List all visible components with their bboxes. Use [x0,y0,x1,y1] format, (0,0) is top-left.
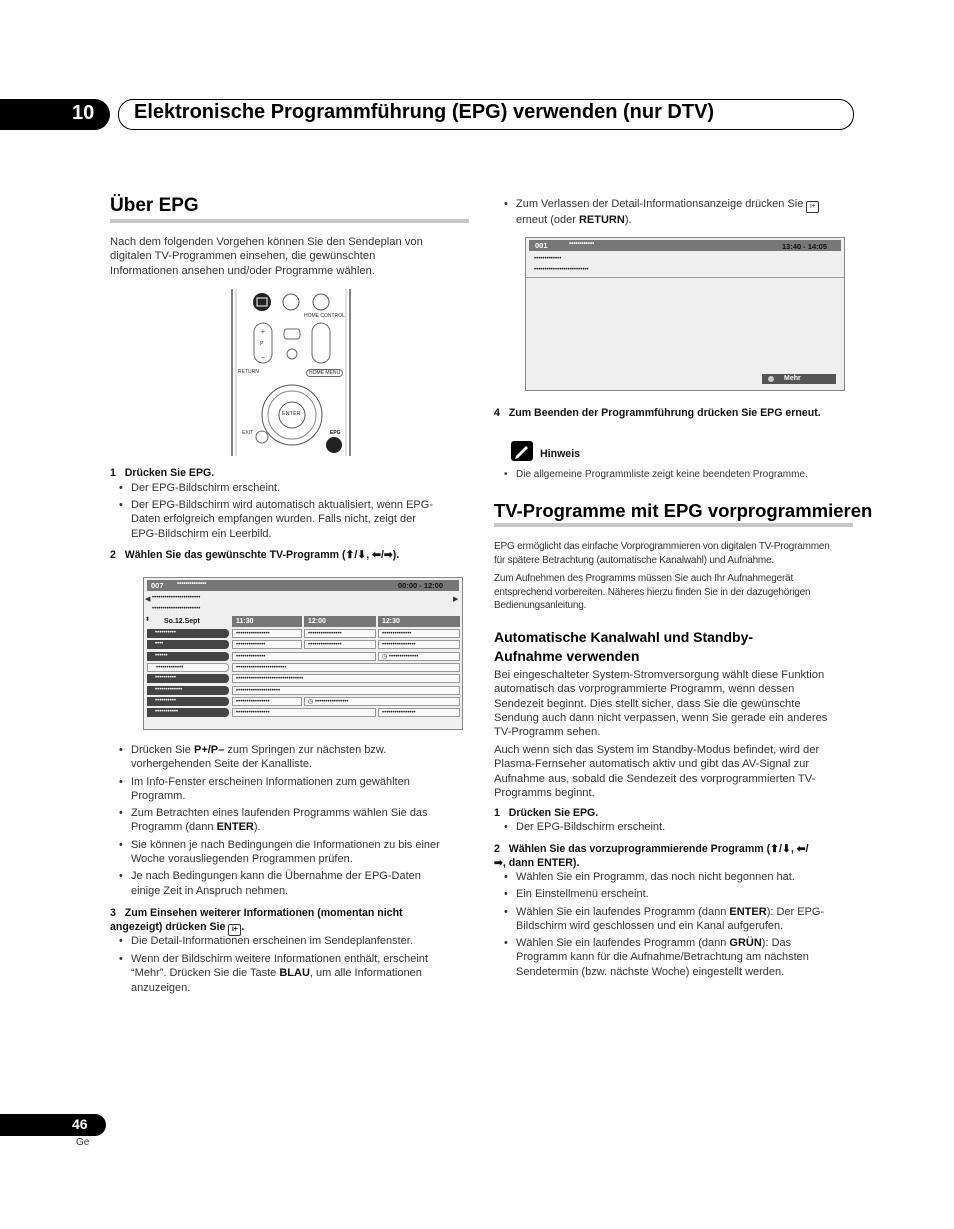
epg-channel-label: ••••••••••••• [147,663,229,672]
list-item: • Der EPG-Bildschirm erscheint. [504,821,666,833]
epg-updown-icon: ⬍ [145,617,151,623]
remote-p-label: P [260,341,264,347]
step2-bullets [119,743,471,898]
remote-exit-label: EXIT [242,430,254,436]
epg-time-range: 00:00 - 12:00 [398,581,444,590]
epg-program-cell[interactable]: ••••••••••••••••••••• [232,686,460,695]
epg-channel-label: •••• [147,640,229,649]
list-item: • Die Detail-Informationen erscheinen im Sendeplanfenster. [119,935,413,947]
note-label: Hinweis [540,448,581,460]
rich-line: Programm (dann ENTER). [131,821,261,834]
remote-epg-label: EPG [330,430,341,436]
epg-channel-label: •••••• [147,652,229,661]
epg-right-arrow-icon: ▶ [453,596,459,603]
step2-right-bullets [504,870,856,979]
list-item: • Im Info-Fenster erscheinen Informationen zum gewählten Programm. [119,775,410,802]
epg-program-cell[interactable]: ◷ •••••••••••••••• [304,697,460,706]
heading-rule [110,219,469,223]
list-item: • Je nach Bedingungen kann die Übernahme der EPG-Daten einige Zeit in Anspruch nehmen. [119,870,421,897]
more-indicator: Mehr [762,374,836,384]
note-icon [511,441,533,461]
epg-program-cell[interactable]: •••••••••••••••••••••••••••••••• [232,674,460,683]
detail-divider [526,277,844,278]
remote-home-menu-label: HOME MENU [306,369,343,377]
info-button-icon: i+ [228,924,241,936]
info-button-icon: i+ [806,201,819,213]
epg-channel-label: ••••••••••• [147,708,229,717]
epg-title-bar: 007 •••••••••••••• [147,580,459,591]
remote-home-control-label: HOME CONTROL [304,313,345,319]
rich-line: Wählen Sie ein laufendes Programm (dann ENTER): Der EPG- [516,905,825,918]
epg-program-cell[interactable]: •••••••••••••••••••••••• [232,663,460,672]
section-heading-preprogram: TV-Programme mit EPG vorprogrammieren [494,500,873,521]
rich-line: Wählen Sie ein laufendes Programm (dann GRÜN): Das [516,937,792,950]
epg-program-cell[interactable]: ◷ •••••••••••••• [378,652,460,661]
intro2-paragraph: EPG ermöglicht das einfache Vorprogrammieren von digitalen TV-Programmen für spätere Betrachtung (automatische Kanalwahl) und Aufnahme. [494,541,830,566]
list-item: • Die allgemeine Programmliste zeigt keine beendeten Programme. [504,469,808,480]
step-2-right: 2 Wählen Sie das vorzuprogrammierende Programm (⬆/⬇, ⬅/ ➡, dann ENTER). [494,843,809,869]
svg-text:+: + [260,327,266,336]
epg-detail-screen [525,237,845,391]
list-item: • Ein Einstellmenü erscheint. [504,888,649,901]
epg-program-cell[interactable]: •••••••••••••• [232,640,302,649]
list-item: • Wählen Sie ein Programm, das noch nicht begonnen hat. [504,871,795,883]
epg-program-cell[interactable]: •••••••••••••••• [304,629,376,638]
svg-text:−: − [260,353,266,362]
blue-dot-icon [768,376,774,382]
detail-title-bar: 001 •••••••••••• [529,240,841,251]
detail-line-1: ••••••••••••• [534,256,562,262]
remote-enter-label: ENTER [282,411,301,417]
epg-channel-label: ••••••••••••• [147,686,229,695]
epg-date: So.12.Sept [164,618,200,625]
paragraph-1: Bei eingeschalteter System-Stromversorgung wählt diese Funktion automatisch das vorprogrammierte Programm, wenn dessen Sendezeit beginnt. Dies stellt sicher, dass Sie die gewünschte Sendung auch dann nicht verpassen, wenn Sie gerade ein anderes TV-Programm sehen. [494,669,828,739]
epg-time-header: 11:30 [232,616,302,627]
step-2: 2 Wählen Sie das gewünschte TV-Programm (⬆/⬇, ⬅/➡). [110,549,400,561]
list-item: • Drücken Sie P+/P– zum Springen zur nächsten bzw. vorhergehenden Seite der Kanalliste. [119,744,387,771]
epg-left-arrow-icon: ◀ [145,596,151,603]
epg-info-row-1: ••••••••••••••••••••••• [152,595,201,601]
epg-program-cell[interactable]: •••••••••••••• [232,652,376,661]
epg-time-header: 12:00 [304,616,376,627]
list-item: • Wenn der Bildschirm weitere Informationen enthält, erscheint “Mehr”. Drücken Sie die Taste BLAU, um alle Informationen anzuzeigen. [119,953,428,994]
chapter-number: 10 [72,102,95,124]
list-item: • Der EPG-Bildschirm erscheint. [119,482,281,494]
epg-info-row-2: ••••••••••••••••••••••• [152,606,201,612]
intro-paragraph: Nach dem folgenden Vorgehen können Sie den Sendeplan von digitalen TV-Programmen einsehen, die gewünschten Informationen ansehen und/oder Programme wählen. [110,236,423,277]
list-item: • Wählen Sie ein laufendes Programm (dann ENTER): Der EPG- Bildschirm wird geschlossen und ein Kanal aufgerufen. [504,905,825,932]
heading-rule [494,523,853,527]
list-item: • Wählen Sie ein laufendes Programm (dann GRÜN): Das Programm kann für die Aufnahme/Betrachtung am nächsten Sendetermin (bzw. nächste Woche) eingestellt werden. [504,937,809,978]
rich-line: Drücken Sie P+/P– zum Springen zur nächsten bzw. [131,744,387,756]
epg-program-cell[interactable]: •••••••••••••••• [232,697,302,706]
epg-program-cell[interactable]: •••••••••••••••• [378,708,460,717]
remote-return-label: RETURN [238,369,259,375]
page-number-tab [0,1114,106,1136]
epg-channel-label: •••••••••• [147,697,229,706]
rich-line: “Mehr”. Drücken Sie die Taste BLAU, um alle Informationen [131,967,422,980]
intro3-paragraph: Zum Aufnehmen des Programms müssen Sie auch Ihr Aufnahmegerät entsprechend vorbereiten. Näheres hierzu finden Sie in der dazugehörigen Bedienungsanleitung. [494,573,811,611]
epg-channel-label: •••••••••• [147,674,229,683]
list-item: • Zum Verlassen der Detail-Informationsanzeige drücken Sie i+ erneut (oder RETURN). [504,197,854,227]
rich-line: erneut (oder RETURN). [516,214,632,226]
epg-program-cell[interactable]: •••••••••••••••• [232,708,376,717]
remote-control-illustration [224,289,358,456]
language-code: Ge [76,1137,90,1148]
step-1-right: 1 Drücken Sie EPG. [494,807,599,819]
list-item: • Sie können je nach Bedingungen die Informationen zu bis einer Woche vorausliegenden Programmen prüfen. [119,838,440,866]
list-item: • Der EPG-Bildschirm wird automatisch aktualisiert, wenn EPG- Daten erfolgreich empfangen wurden. Falls nicht, zeigt der EPG-Bildschirm ein Leerbild. [119,499,433,540]
epg-program-cell[interactable]: •••••••••••••••• [232,629,302,638]
step-3: 3 Zum Einsehen weiterer Informationen (momentan nicht angezeigt) drücken Sie i+ . [110,906,470,936]
section-heading-epg: Über EPG [110,195,199,216]
paragraph-2: Auch wenn sich das System im Standby-Modus befindet, wird der Plasma-Fernseher automatisch aktiv und gibt das AV-Signal zur Aufnahme aus, sobald die Sendezeit des vorprogrammierten TV- Programms beginnt. [494,744,820,799]
sub-heading: Automatische Kanalwahl und Standby- Aufnahme verwenden [494,629,754,664]
epg-channel-label: •••••••••• [147,629,229,638]
epg-time-header: 12:30 [378,616,460,627]
epg-program-cell[interactable]: •••••••••••••••• [304,640,376,649]
chapter-title: Elektronische Programmführung (EPG) verwenden (nur DTV) [134,101,715,123]
step-1: 1 Drücken Sie EPG. [110,467,215,479]
epg-program-cell[interactable]: •••••••••••••• [378,629,460,638]
epg-grid-screen [143,577,463,730]
detail-time: 13:40 - 14:05 [782,242,828,251]
detail-line-2: •••••••••••••••••••••••••• [534,267,589,273]
list-item: • Zum Betrachten eines laufenden Programms wählen Sie das Programm (dann ENTER). [119,807,428,834]
step-4: 4 Zum Beenden der Programmführung drücken Sie EPG erneut. [494,407,821,419]
epg-program-cell[interactable]: •••••••••••••••• [378,640,460,649]
page-number: 46 [72,1116,88,1132]
